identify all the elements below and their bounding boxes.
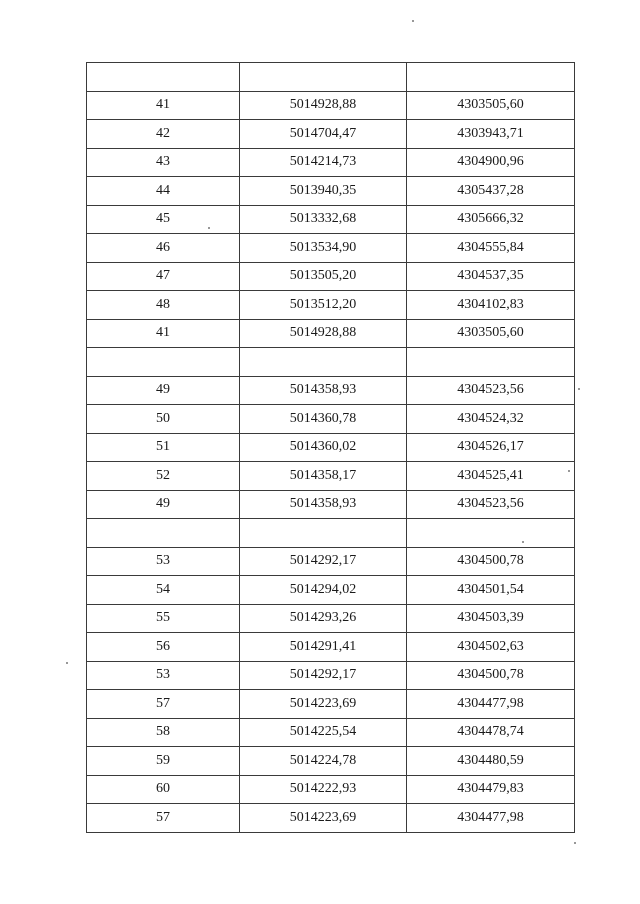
x-coordinate-cell: 5014358,93	[240, 376, 407, 405]
table-row	[87, 490, 575, 519]
scan-speck	[208, 227, 210, 229]
table-row	[87, 262, 575, 291]
point-number-cell: 57	[87, 804, 240, 833]
y-coordinate-cell	[407, 519, 575, 548]
y-coordinate-cell: 4304524,32	[407, 405, 575, 434]
table-row	[87, 604, 575, 633]
table-separator-row	[87, 519, 575, 548]
y-coordinate-cell	[407, 63, 575, 92]
point-number-cell: 42	[87, 120, 240, 149]
y-coordinate-cell	[407, 348, 575, 377]
y-coordinate-cell: 4304479,83	[407, 775, 575, 804]
y-coordinate-cell: 4304503,39	[407, 604, 575, 633]
x-coordinate-cell: 5014358,17	[240, 462, 407, 491]
point-number-cell: 52	[87, 462, 240, 491]
scan-speck	[66, 662, 68, 664]
point-number-cell: 60	[87, 775, 240, 804]
point-number-cell: 57	[87, 690, 240, 719]
table-row	[87, 690, 575, 719]
point-number-cell: 44	[87, 177, 240, 206]
scan-speck	[568, 470, 570, 472]
y-coordinate-cell: 4304477,98	[407, 804, 575, 833]
y-coordinate-cell: 4304480,59	[407, 747, 575, 776]
table-row	[87, 91, 575, 120]
x-coordinate-cell: 5014214,73	[240, 148, 407, 177]
point-number-cell	[87, 519, 240, 548]
point-number-cell: 46	[87, 234, 240, 263]
y-coordinate-cell: 4304477,98	[407, 690, 575, 719]
x-coordinate-cell: 5014293,26	[240, 604, 407, 633]
x-coordinate-cell: 5013512,20	[240, 291, 407, 320]
x-coordinate-cell	[240, 348, 407, 377]
scan-speck	[522, 541, 524, 543]
y-coordinate-cell: 4304526,17	[407, 433, 575, 462]
point-number-cell: 45	[87, 205, 240, 234]
table-row	[87, 405, 575, 434]
table-separator-row	[87, 348, 575, 377]
y-coordinate-cell: 4303505,60	[407, 319, 575, 348]
x-coordinate-cell: 5014223,69	[240, 690, 407, 719]
x-coordinate-cell: 5014224,78	[240, 747, 407, 776]
x-coordinate-cell: 5014292,17	[240, 547, 407, 576]
point-number-cell: 49	[87, 490, 240, 519]
x-coordinate-cell: 5014223,69	[240, 804, 407, 833]
point-number-cell: 51	[87, 433, 240, 462]
y-coordinate-cell: 4304523,56	[407, 376, 575, 405]
x-coordinate-cell: 5013940,35	[240, 177, 407, 206]
y-coordinate-cell: 4304102,83	[407, 291, 575, 320]
table-row	[87, 148, 575, 177]
y-coordinate-cell: 4304478,74	[407, 718, 575, 747]
point-number-cell: 49	[87, 376, 240, 405]
x-coordinate-cell: 5014291,41	[240, 633, 407, 662]
coordinates-table	[86, 62, 575, 833]
x-coordinate-cell: 5013332,68	[240, 205, 407, 234]
x-coordinate-cell: 5014222,93	[240, 775, 407, 804]
point-number-cell: 41	[87, 91, 240, 120]
y-coordinate-cell: 4304523,56	[407, 490, 575, 519]
point-number-cell: 48	[87, 291, 240, 320]
table-row	[87, 633, 575, 662]
x-coordinate-cell: 5014928,88	[240, 319, 407, 348]
y-coordinate-cell: 4303943,71	[407, 120, 575, 149]
y-coordinate-cell: 4303505,60	[407, 91, 575, 120]
point-number-cell: 58	[87, 718, 240, 747]
y-coordinate-cell: 4304500,78	[407, 661, 575, 690]
table-row	[87, 319, 575, 348]
x-coordinate-cell: 5014358,93	[240, 490, 407, 519]
table-row	[87, 576, 575, 605]
table-row	[87, 718, 575, 747]
scan-speck	[412, 20, 414, 22]
point-number-cell: 55	[87, 604, 240, 633]
x-coordinate-cell	[240, 519, 407, 548]
table-separator-row	[87, 63, 575, 92]
table-row	[87, 120, 575, 149]
y-coordinate-cell: 4304525,41	[407, 462, 575, 491]
table-row	[87, 291, 575, 320]
point-number-cell: 43	[87, 148, 240, 177]
x-coordinate-cell	[240, 63, 407, 92]
table-row	[87, 804, 575, 833]
table-row	[87, 433, 575, 462]
x-coordinate-cell: 5014292,17	[240, 661, 407, 690]
x-coordinate-cell: 5014360,78	[240, 405, 407, 434]
y-coordinate-cell: 4305666,32	[407, 205, 575, 234]
y-coordinate-cell: 4304900,96	[407, 148, 575, 177]
y-coordinate-cell: 4305437,28	[407, 177, 575, 206]
x-coordinate-cell: 5014294,02	[240, 576, 407, 605]
y-coordinate-cell: 4304500,78	[407, 547, 575, 576]
point-number-cell: 50	[87, 405, 240, 434]
point-number-cell	[87, 63, 240, 92]
point-number-cell: 53	[87, 547, 240, 576]
table-row	[87, 661, 575, 690]
y-coordinate-cell: 4304537,35	[407, 262, 575, 291]
point-number-cell: 54	[87, 576, 240, 605]
y-coordinate-cell: 4304502,63	[407, 633, 575, 662]
scan-speck	[574, 842, 576, 844]
table-row	[87, 775, 575, 804]
coordinates-table-body	[87, 63, 575, 833]
point-number-cell	[87, 348, 240, 377]
point-number-cell: 47	[87, 262, 240, 291]
x-coordinate-cell: 5013534,90	[240, 234, 407, 263]
x-coordinate-cell: 5014928,88	[240, 91, 407, 120]
table-row	[87, 205, 575, 234]
scan-speck	[578, 388, 580, 390]
table-row	[87, 177, 575, 206]
x-coordinate-cell: 5014704,47	[240, 120, 407, 149]
point-number-cell: 53	[87, 661, 240, 690]
point-number-cell: 59	[87, 747, 240, 776]
y-coordinate-cell: 4304501,54	[407, 576, 575, 605]
table-row	[87, 462, 575, 491]
table-row	[87, 547, 575, 576]
x-coordinate-cell: 5014360,02	[240, 433, 407, 462]
x-coordinate-cell: 5014225,54	[240, 718, 407, 747]
point-number-cell: 56	[87, 633, 240, 662]
table-row	[87, 376, 575, 405]
point-number-cell: 41	[87, 319, 240, 348]
table-row	[87, 234, 575, 263]
table-row	[87, 747, 575, 776]
x-coordinate-cell: 5013505,20	[240, 262, 407, 291]
y-coordinate-cell: 4304555,84	[407, 234, 575, 263]
